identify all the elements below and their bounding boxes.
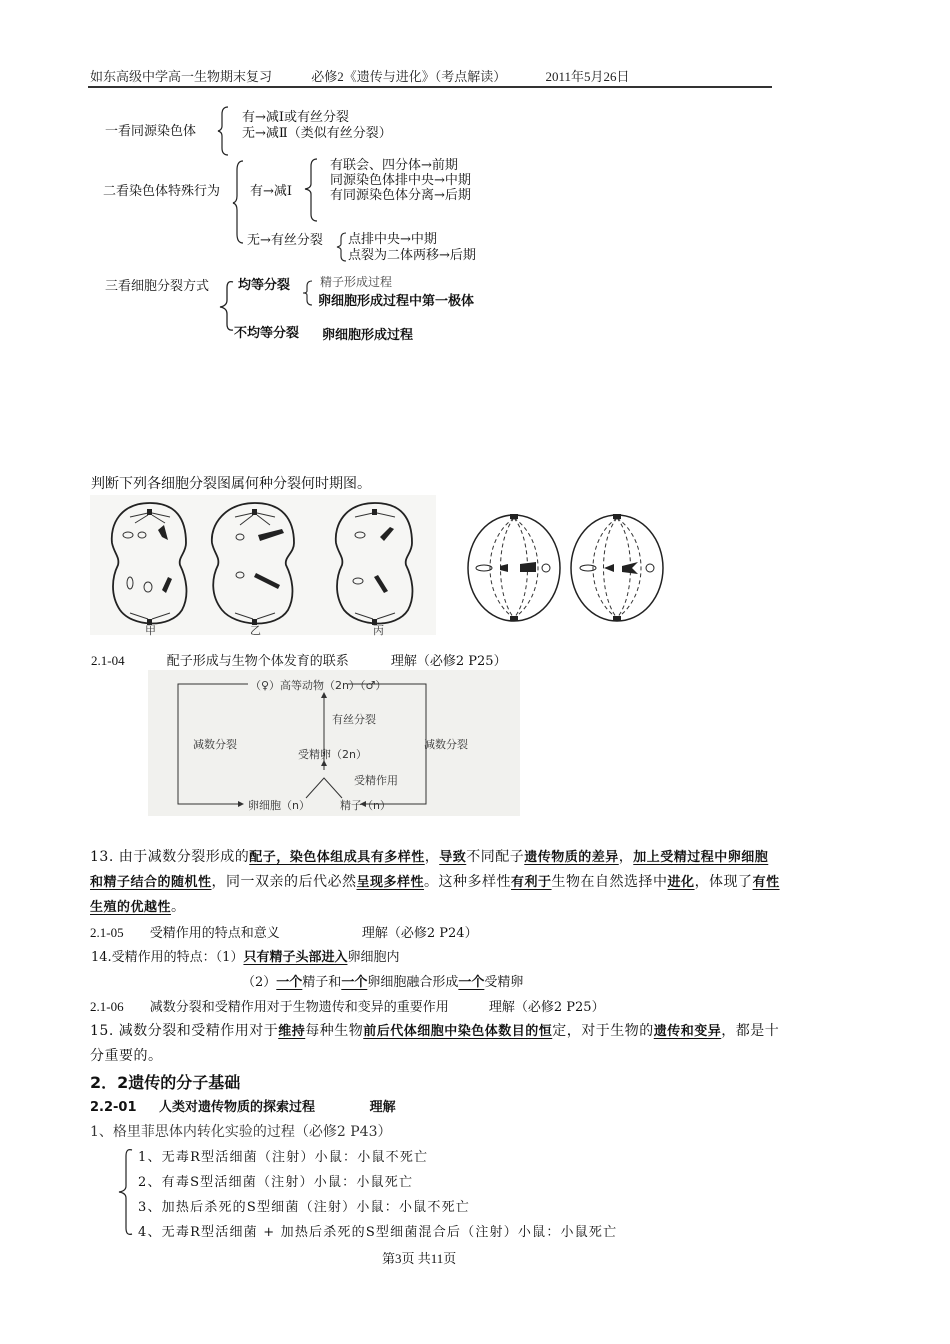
text-segment: ，同一双亲的后代必然 bbox=[211, 874, 357, 890]
section-title: 受精作用的特点和意义 bbox=[149, 926, 280, 941]
griffith-item: 4、无毒R型活细菌 + 加热后杀死的S型细菌混合后（注射）小鼠：小鼠死亡 bbox=[138, 1225, 618, 1240]
tree-third-equal-item: 卵细胞形成过程中第一极体 bbox=[318, 294, 475, 309]
tree-third-unequal-label: 不均等分裂 bbox=[234, 326, 300, 341]
section-level: 理解（必修2 P25） bbox=[390, 654, 507, 669]
tree-second-yes-label: 有→减Ⅰ bbox=[250, 184, 293, 199]
text-segment: 每种生物 bbox=[305, 1023, 364, 1039]
text-segment: 13. 由于减数分裂形成的 bbox=[90, 849, 250, 865]
section-2-1-04 bbox=[91, 650, 507, 669]
text-segment: ， bbox=[618, 849, 634, 865]
underlined-key-phrase: 加上受精过程中卵细胞和精子结合的随机性 bbox=[90, 850, 769, 890]
tree-third-equal-label: 均等分裂 bbox=[238, 278, 291, 293]
brace-icon bbox=[218, 106, 230, 156]
section-code: 2.2-01 bbox=[90, 1100, 137, 1115]
underlined-key-phrase: 呈现多样性 bbox=[356, 875, 425, 890]
tree-second-label: 二看染色体特殊行为 bbox=[103, 184, 221, 199]
diagram-top: （♀）高等动物（2n）（♂） bbox=[250, 679, 387, 692]
underlined-key-phrase: 维持 bbox=[278, 1024, 306, 1039]
griffith-item: 1、无毒R型活细菌（注射）小鼠：小鼠不死亡 bbox=[138, 1150, 429, 1165]
underlined-key-phrase: 遗传和变异 bbox=[653, 1024, 722, 1039]
text-segment: ，都是十分重要的。 bbox=[90, 1023, 780, 1064]
paragraph-14-line-1 bbox=[91, 946, 399, 965]
tree-third-equal-item: 精子形成过程 bbox=[320, 275, 393, 289]
section-2-1-05 bbox=[90, 922, 478, 941]
griffith-title: 1、格里菲思体内转化实验的过程（必修2 P43） bbox=[90, 1124, 392, 1140]
text-segment: 15. 减数分裂和受精作用对于 bbox=[90, 1023, 279, 1039]
tree-third-label: 三看细胞分裂方式 bbox=[105, 279, 210, 294]
figure-caption-c: 丙 bbox=[373, 624, 384, 637]
underlined-key-phrase: 一个 bbox=[341, 975, 368, 990]
section-code: 2.1-04 bbox=[91, 653, 125, 668]
diagram-meiosis-right: 减数分裂 bbox=[424, 738, 468, 751]
brace-icon bbox=[305, 158, 319, 222]
diagram-mitosis: 有丝分裂 bbox=[332, 713, 376, 726]
text-segment: ，体现了 bbox=[694, 874, 753, 890]
question-text: 判断下列各细胞分裂图属何种分裂何时期图。 bbox=[91, 476, 371, 492]
p14-lead: 14.受精作用的特点：（1） bbox=[91, 950, 244, 965]
paragraph-15 bbox=[90, 1019, 780, 1069]
underlined-key-phrase: 遗传物质的差异 bbox=[524, 850, 619, 865]
tree-second-no-item: 点排中央→中期 bbox=[348, 232, 437, 247]
underlined-key-phrase: 有利于 bbox=[511, 875, 552, 890]
underlined-key-phrase: 一个 bbox=[276, 975, 303, 990]
underlined-key-phrase: 导致 bbox=[439, 850, 467, 865]
cell-drawings-icon bbox=[90, 495, 436, 635]
underlined-key-phrase: 前后代体细胞中染色体数目的恒 bbox=[363, 1024, 553, 1039]
text-segment: 精子和 bbox=[302, 975, 342, 990]
tree-second-no-item: 点裂为二体两移→后期 bbox=[348, 248, 476, 263]
figure-caption-b: 乙 bbox=[250, 624, 261, 637]
text-segment: 生物在自然选择中 bbox=[551, 874, 668, 890]
figure-caption-a: 甲 bbox=[145, 624, 156, 637]
tree-third-unequal-item: 卵细胞形成过程 bbox=[322, 328, 414, 343]
griffith-item: 2、有毒S型活细菌（注射）小鼠：小鼠死亡 bbox=[138, 1175, 414, 1190]
cell-division-figure bbox=[90, 495, 436, 635]
text-segment: 受精卵 bbox=[484, 975, 524, 990]
p14-prefix: （2） bbox=[242, 975, 277, 990]
brace-icon bbox=[118, 1146, 134, 1238]
griffith-item: 3、加热后杀死的S型细菌（注射）小鼠：小鼠不死亡 bbox=[138, 1200, 470, 1215]
underlined-key-phrase: 进化 bbox=[667, 875, 695, 890]
page-footer: 第3页 共11页 bbox=[382, 1251, 457, 1266]
text-segment: 定，对于生物的 bbox=[552, 1023, 654, 1039]
underlined-key-phrase: 有性生殖的优越性 bbox=[90, 875, 780, 915]
underlined-key-phrase: 一个 bbox=[458, 975, 485, 990]
header-course: 必修2《遗传与进化》（考点解读） bbox=[311, 69, 507, 84]
section-code: 2.1-05 bbox=[90, 925, 124, 940]
section-title: 人类对遗传物质的探索过程 bbox=[159, 1100, 316, 1115]
brace-icon bbox=[337, 232, 347, 262]
underlined-key-phrase: 配子，染色体组成具有多样性 bbox=[249, 850, 425, 865]
text-segment: ， bbox=[424, 849, 440, 865]
paragraph-13 bbox=[90, 845, 780, 920]
brace-icon bbox=[233, 160, 245, 244]
text-segment: 卵细胞融合形成 bbox=[367, 975, 459, 990]
header-date: 2011年5月26日 bbox=[545, 69, 630, 84]
diagram-fertilization: 受精作用 bbox=[354, 774, 398, 787]
diagram-egg: 卵细胞（n） bbox=[248, 799, 310, 812]
p14-underlined: 只有精子头部进入 bbox=[243, 950, 348, 965]
brace-icon bbox=[303, 280, 313, 306]
tree-second-yes-item: 同源染色体排中央→中期 bbox=[330, 173, 471, 188]
gamete-development-diagram bbox=[148, 670, 520, 816]
section-2-1-06 bbox=[90, 996, 605, 1015]
section-code: 2.1-06 bbox=[90, 999, 124, 1014]
paragraph-14-line-2 bbox=[242, 971, 523, 990]
text-segment: 。 bbox=[171, 899, 186, 915]
header-divider bbox=[88, 86, 772, 88]
brace-icon bbox=[219, 276, 235, 332]
section-level: 理解（必修2 P25） bbox=[488, 1000, 605, 1015]
text-segment: 不同配子 bbox=[466, 849, 525, 865]
tree-second-yes-item: 有同源染色体分离→后期 bbox=[330, 188, 471, 203]
text-segment: 。这种多样性 bbox=[424, 874, 512, 890]
diagram-meiosis-left: 减数分裂 bbox=[193, 738, 237, 751]
tree-second-yes-item: 有联会、四分体→前期 bbox=[330, 158, 458, 173]
tree-second-no-label: 无→有丝分裂 bbox=[247, 233, 323, 248]
p14-rest: 卵细胞内 bbox=[347, 950, 400, 965]
section-level: 理解（必修2 P24） bbox=[361, 926, 478, 941]
tree-first-item: 有→减Ⅰ或有丝分裂 bbox=[242, 110, 350, 125]
tree-first-item: 无→减Ⅱ（类似有丝分裂） bbox=[242, 126, 392, 141]
section-2-2-title: 2．2遗传的分子基础 bbox=[90, 1073, 241, 1092]
header-school: 如东高级中学高一生物期末复习 bbox=[90, 69, 273, 84]
section-2-2-01 bbox=[90, 1096, 396, 1115]
section-title: 减数分裂和受精作用对于生物遗传和变异的重要作用 bbox=[149, 1000, 449, 1015]
diagram-zygote: 受精卵（2n） bbox=[298, 748, 367, 761]
tree-first-label: 一看同源染色体 bbox=[105, 124, 197, 139]
page-header bbox=[90, 66, 666, 85]
spindle-figure-icon bbox=[462, 510, 672, 630]
section-level: 理解 bbox=[369, 1100, 396, 1115]
diagram-sperm: 精子（n） bbox=[340, 799, 391, 812]
section-title: 配子形成与生物个体发育的联系 bbox=[166, 654, 349, 669]
